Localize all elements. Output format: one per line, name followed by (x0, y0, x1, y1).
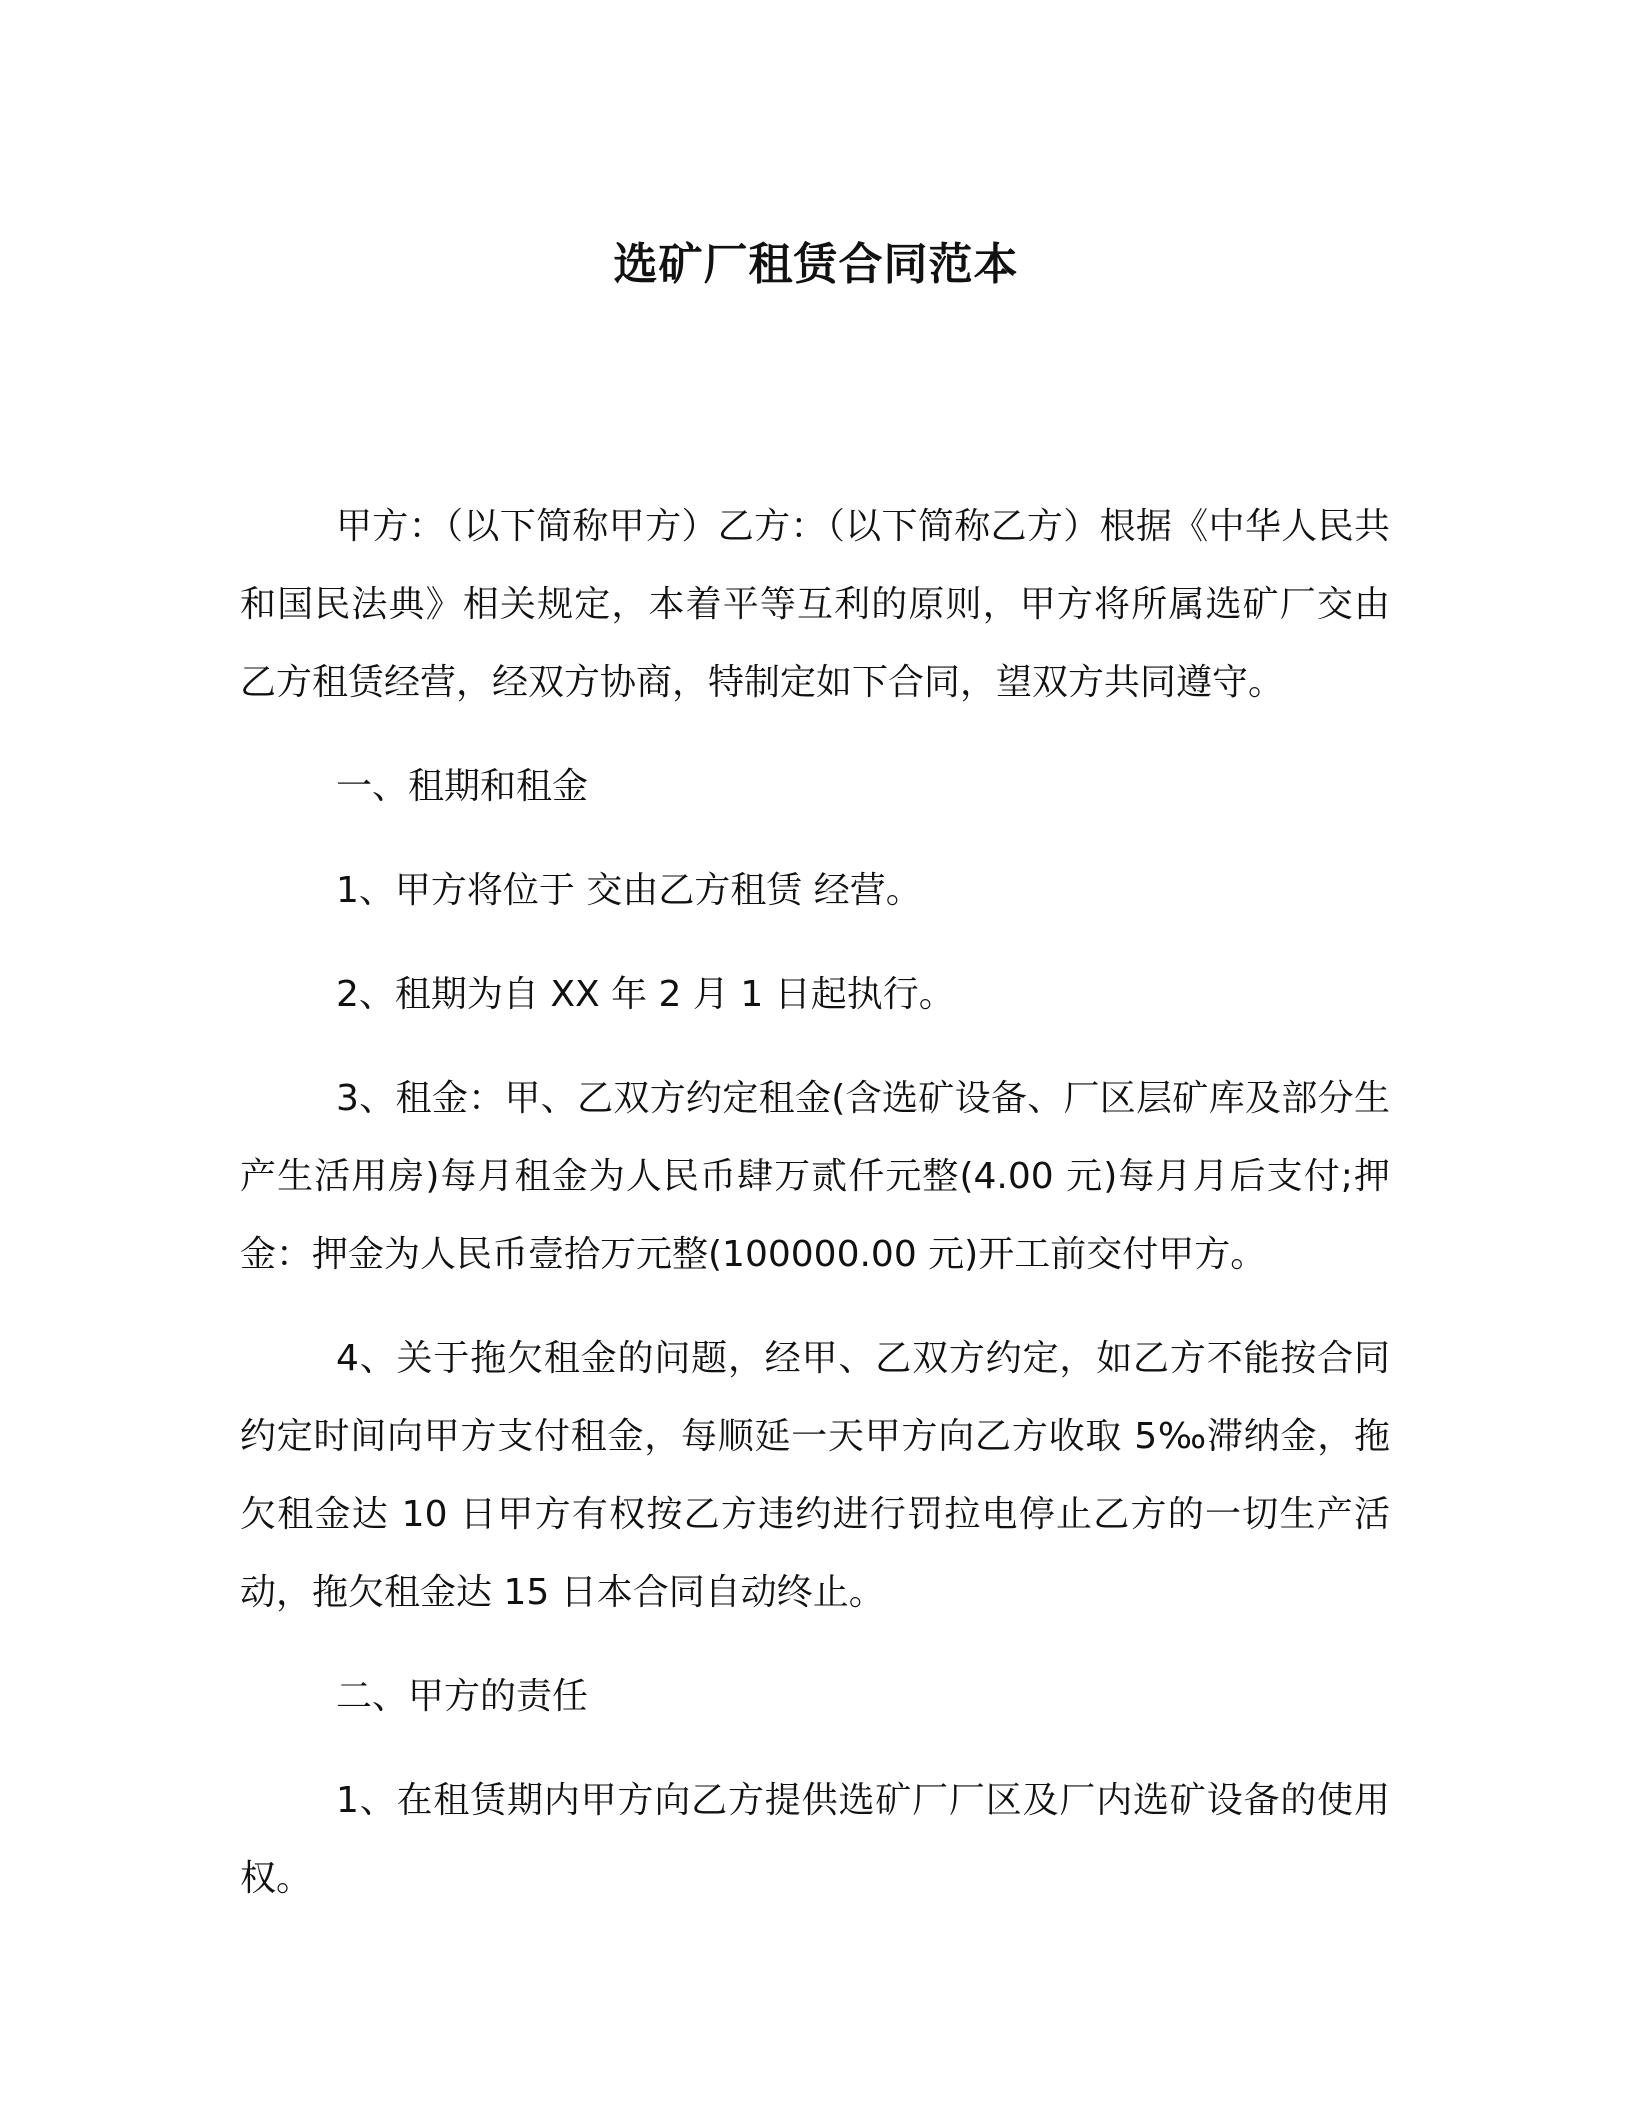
paragraph-intro: 甲方：（以下简称甲方）乙方：（以下简称乙方）根据《中华人民共和国民法典》相关规定，本着平等互利的原则，甲方将所属选矿厂交由乙方租赁经营，经双方协商，特制定如下合同，望双方共同遵守。 (240, 506, 1390, 703)
clause-3-rent-deposit: 3、租金：甲、乙双方约定租金(含选矿设备、厂区层矿库及部分生产生活用房)每月租金为人民币肆万贰仟元整(4.00 元)每月月后支付;押金：押金为人民币壹拾万元整(100000.00 元)开工前交付甲方。 (240, 1078, 1390, 1275)
section-heading-lease-term-rent: 一、租期和租金 (336, 766, 589, 807)
document-body (240, 488, 1390, 1944)
clause-1-location: 1、甲方将位于 交由乙方租赁 经营。 (336, 870, 922, 911)
clause-party-a-1: 1、在租赁期内甲方向乙方提供选矿厂厂区及厂内选矿设备的使用权。 (240, 1780, 1390, 1899)
clause-2-term: 2、租期为自 XX 年 2 月 1 日起执行。 (336, 974, 955, 1015)
clause-4-arrears: 4、关于拖欠租金的问题，经甲、乙双方约定，如乙方不能按合同约定时间向甲方支付租金，每顺延一天甲方向乙方收取 5‰滞纳金，拖欠租金达 10 日甲方有权按乙方违约进行罚拉电停止乙方的一切生产活动，拖欠租金达 15 日本合同自动终止。 (240, 1338, 1390, 1613)
section-heading-party-a-duties: 二、甲方的责任 (336, 1676, 589, 1717)
page-title: 选矿厂租赁合同范本 (613, 239, 1019, 290)
